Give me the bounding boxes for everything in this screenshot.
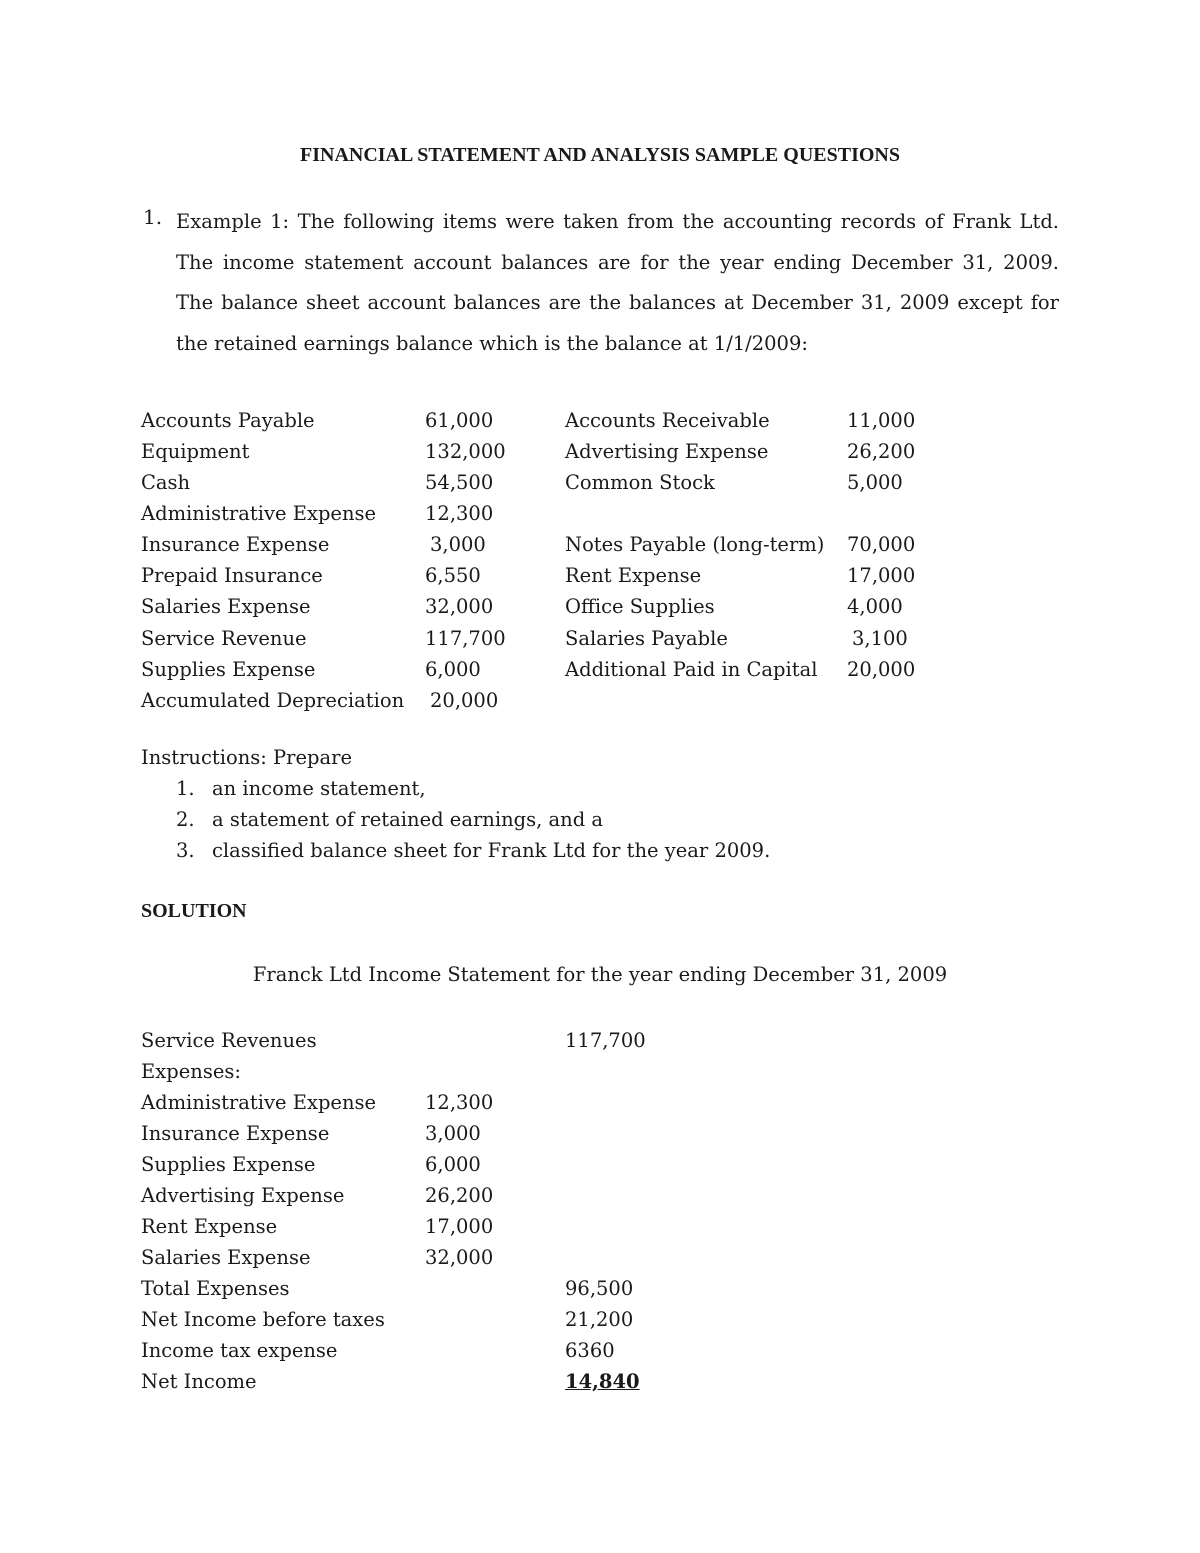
income-statement-title: Franck Ltd Income Statement for the year ending December 31, 2009	[252, 963, 948, 986]
account-name: Administrative Expense	[141, 502, 377, 525]
account-amount: 32,000	[425, 595, 494, 618]
list-number: 1.	[176, 777, 195, 800]
question-number: 1.	[143, 205, 163, 229]
account-amount: 61,000	[425, 409, 494, 432]
is-row-label: Service Revenues	[141, 1029, 317, 1052]
is-row-amount: 32,000	[425, 1246, 494, 1269]
account-amount: 117,700	[425, 627, 506, 650]
account-name: Supplies Expense	[141, 658, 316, 681]
is-row-label: Administrative Expense	[141, 1091, 377, 1114]
account-name: Advertising Expense	[565, 440, 769, 463]
is-row-label: Supplies Expense	[141, 1153, 316, 1176]
account-amount: 5,000	[847, 471, 903, 494]
is-row-total: 6360	[565, 1339, 615, 1362]
account-name: Common Stock	[565, 471, 715, 494]
is-row-label: Net Income	[141, 1370, 257, 1393]
account-amount: 3,100	[852, 627, 908, 650]
account-name: Additional Paid in Capital	[565, 658, 818, 681]
account-name: Salaries Expense	[141, 595, 311, 618]
is-row-amount: 3,000	[425, 1122, 481, 1145]
is-row-label: Net Income before taxes	[141, 1308, 385, 1331]
account-name: Equipment	[141, 440, 250, 463]
account-amount: 4,000	[847, 595, 903, 618]
is-row-label: Total Expenses	[141, 1277, 290, 1300]
is-row-total: 96,500	[565, 1277, 634, 1300]
solution-heading: SOLUTION	[141, 900, 247, 922]
account-name: Rent Expense	[565, 564, 702, 587]
account-amount: 132,000	[425, 440, 506, 463]
account-amount: 20,000	[847, 658, 916, 681]
is-row-label: Insurance Expense	[141, 1122, 330, 1145]
is-row-amount: 26,200	[425, 1184, 494, 1207]
list-item: classified balance sheet for Frank Ltd for the year 2009.	[212, 839, 771, 862]
account-amount: 6,550	[425, 564, 481, 587]
account-name: Accumulated Depreciation	[141, 689, 405, 712]
question-text: Example 1: The following items were taken from the accounting records of Frank Ltd. The income statement account balances are for the year ending December 31, 2009. The balance sheet account balances are the balances at December 31, 2009 except for the retained earnings balance which is the balance at 1/1/2009:	[176, 210, 1059, 356]
account-amount: 17,000	[847, 564, 916, 587]
account-amount: 11,000	[847, 409, 916, 432]
account-name: Accounts Receivable	[565, 409, 770, 432]
list-item: a statement of retained earnings, and a	[212, 808, 604, 831]
is-row-amount: 6,000	[425, 1153, 481, 1176]
account-amount: 6,000	[425, 658, 481, 681]
account-name: Service Revenue	[141, 627, 307, 650]
is-row-label: Advertising Expense	[141, 1184, 345, 1207]
account-name: Notes Payable (long-term)	[565, 533, 825, 556]
account-name: Salaries Payable	[565, 627, 728, 650]
is-row-label: Income tax expense	[141, 1339, 338, 1362]
is-row-total: 21,200	[565, 1308, 634, 1331]
list-number: 3.	[176, 839, 195, 862]
net-income-value: 14,840	[565, 1370, 640, 1393]
list-number: 2.	[176, 808, 195, 831]
instructions-lead: Instructions: Prepare	[141, 746, 353, 769]
is-row-label: Salaries Expense	[141, 1246, 311, 1269]
account-name: Insurance Expense	[141, 533, 330, 556]
account-amount: 20,000	[430, 689, 499, 712]
account-amount: 26,200	[847, 440, 916, 463]
account-amount: 12,300	[425, 502, 494, 525]
is-row-label: Rent Expense	[141, 1215, 278, 1238]
list-item: an income statement,	[212, 777, 426, 800]
account-name: Accounts Payable	[141, 409, 315, 432]
is-row-amount: 12,300	[425, 1091, 494, 1114]
is-row-label: Expenses:	[141, 1060, 241, 1083]
document-title: FINANCIAL STATEMENT AND ANALYSIS SAMPLE QUESTIONS	[300, 144, 900, 166]
account-amount: 70,000	[847, 533, 916, 556]
is-row-amount: 17,000	[425, 1215, 494, 1238]
account-name: Cash	[141, 471, 191, 494]
account-amount: 54,500	[425, 471, 494, 494]
account-name: Office Supplies	[565, 595, 715, 618]
account-amount: 3,000	[430, 533, 486, 556]
account-name: Prepaid Insurance	[141, 564, 323, 587]
is-row-total: 117,700	[565, 1029, 646, 1052]
